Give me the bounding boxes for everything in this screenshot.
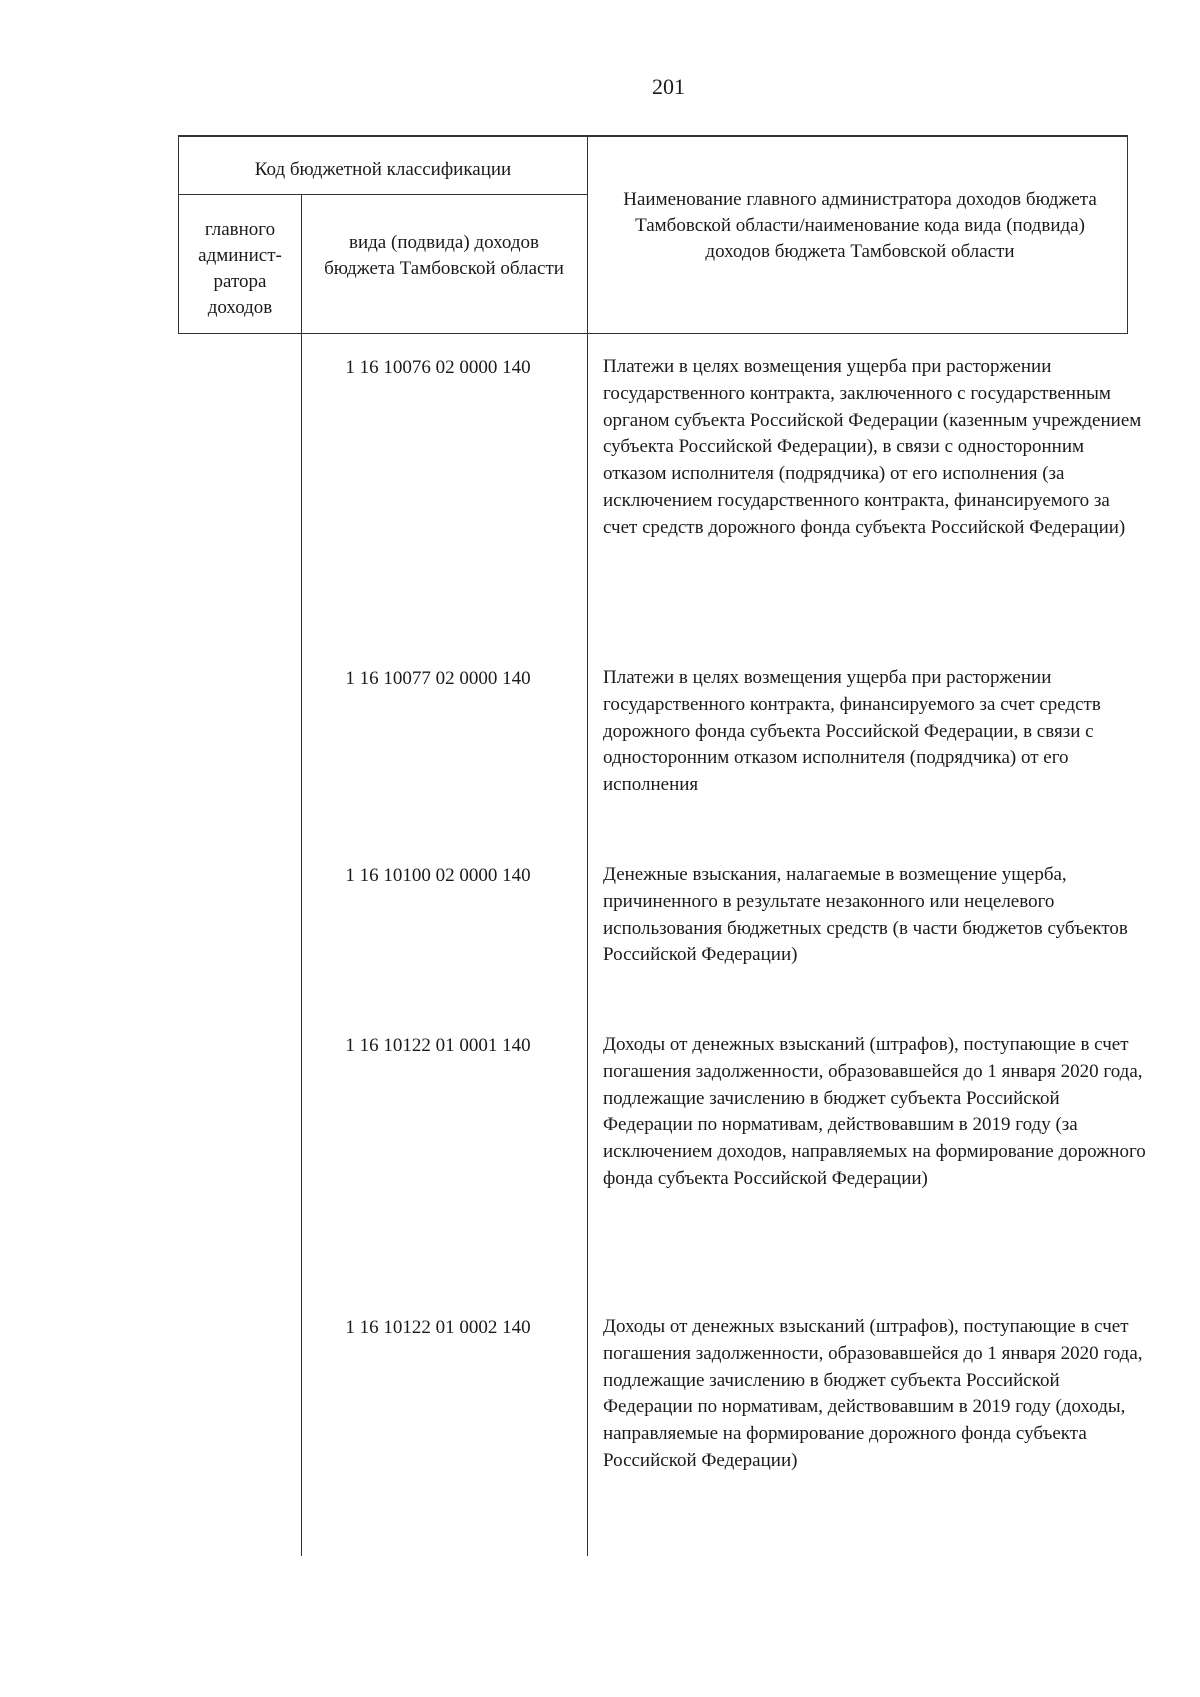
- header-col-name: Наименование главного администратора доходов бюджета Тамбовской области/наименование кода вида (подвида) доходов бюджета Тамбовской области: [623, 189, 1097, 262]
- table-row-name: Доходы от денежных взысканий (штрафов), поступающие в счет погашения задолженности, образовавшейся до 1 января 2020 года, подлежащие зачислению в бюджет субъекта Российской Федерации по нормативам, действовавшим в 2019 году (доходы, направляемые на формирование дорожного фонда субъекта Российской Федерации): [603, 1316, 1143, 1471]
- header-group-title: Код бюджетной классификации: [254, 159, 512, 180]
- table-row-name: Платежи в целях возмещения ущерба при расторжении государственного контракта, заключенного с государственным органом субъекта Российской Федерации (казенным учреждением субъекта Российской Федерации), в связи с односторонним отказом исполнителя (подрядчика) от его исполнения (за исключением государственного контракта, финансируемого за счет средств дорожного фонда субъекта Российской Федерации): [603, 356, 1142, 538]
- column-divider-name: [587, 135, 588, 1556]
- table-row-name: Платежи в целях возмещения ущерба при расторжении государственного контракта, финансируемого за счет средств дорожного фонда субъекта Российской Федерации, в связи с односторонним отказом исполнителя (подрядчика) от его исполнения: [603, 667, 1101, 796]
- header-group-divider: [178, 194, 588, 195]
- table-top-border: [178, 135, 1128, 137]
- table-row-code: 1 16 10122 01 0001 140: [345, 1035, 531, 1056]
- header-col-kind: вида (подвида) доходов бюджета Тамбовской области: [324, 232, 564, 279]
- table-row-code: 1 16 10076 02 0000 140: [345, 357, 531, 378]
- table-row-name: Денежные взыскания, налагаемые в возмещение ущерба, причиненного в результате незаконного или нецелевого использования бюджетных средств (в части бюджетов субъектов Российской Федерации): [603, 864, 1128, 966]
- page-number: 201: [652, 74, 685, 99]
- table-row-code: 1 16 10077 02 0000 140: [345, 668, 531, 689]
- table-row-code: 1 16 10100 02 0000 140: [345, 865, 531, 886]
- table-right-border: [1127, 135, 1128, 334]
- header-col-admin: главного админист-ратора доходов: [198, 219, 282, 318]
- table-row-name: Доходы от денежных взысканий (штрафов), поступающие в счет погашения задолженности, образовавшейся до 1 января 2020 года, подлежащие зачислению в бюджет субъекта Российской Федерации по нормативам, действовавшим в 2019 году (за исключением доходов, направляемых на формирование дорожного фонда субъекта Российской Федерации): [603, 1034, 1146, 1189]
- column-divider-admin: [301, 194, 302, 1556]
- header-bottom-border: [178, 333, 1128, 334]
- table-row-code: 1 16 10122 01 0002 140: [345, 1317, 531, 1338]
